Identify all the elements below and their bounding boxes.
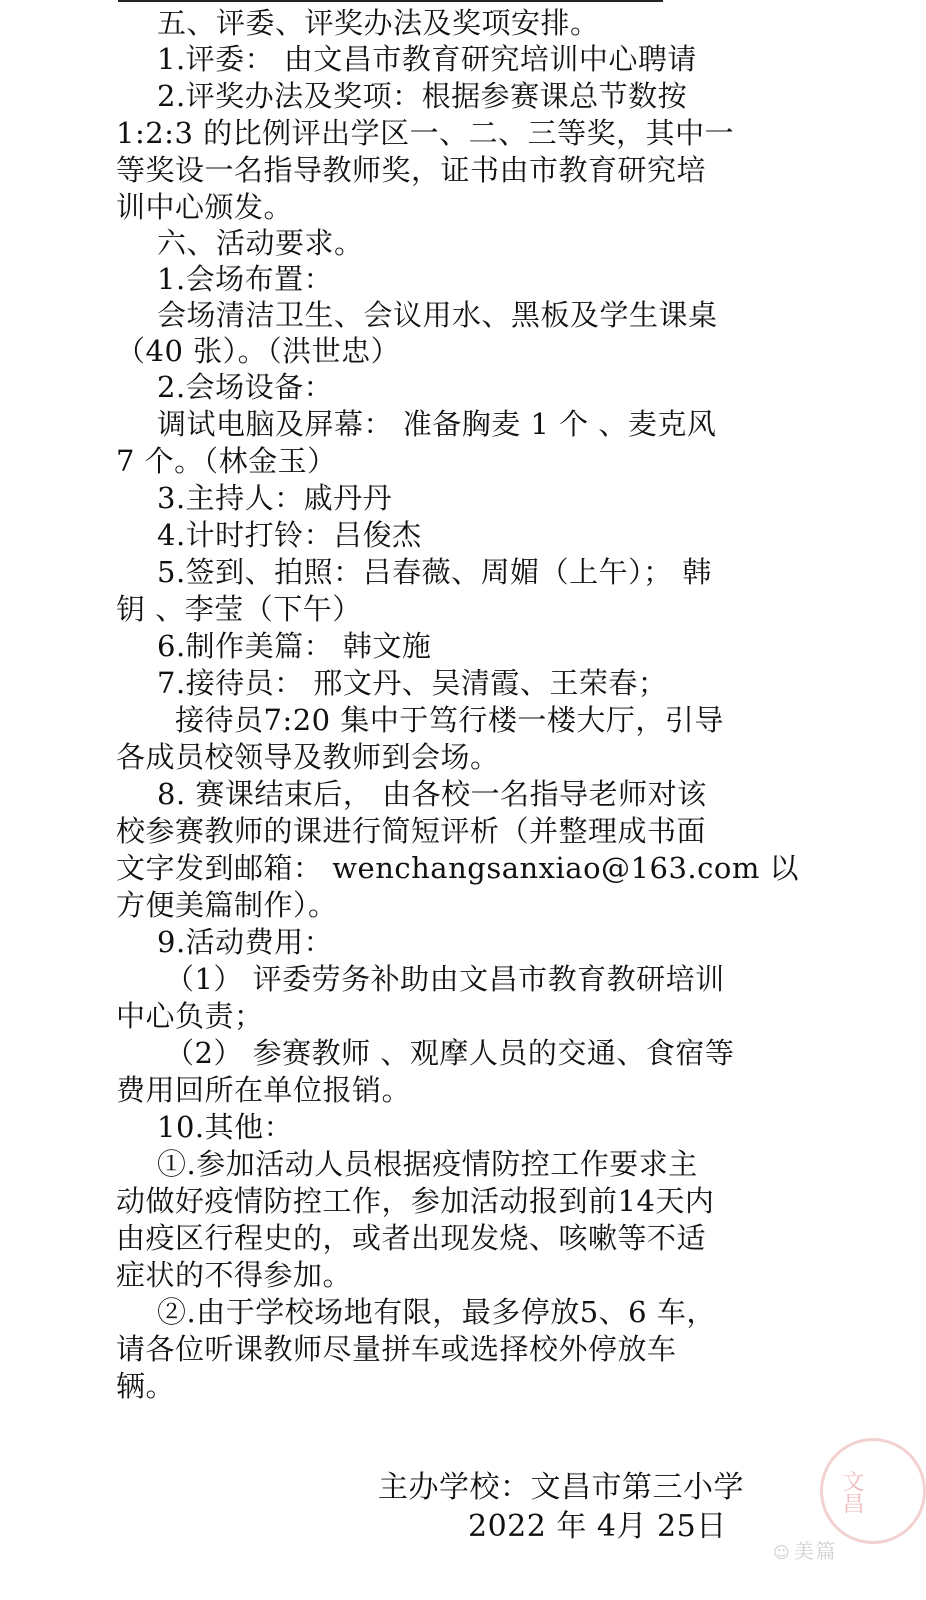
text-line: 各成员校领导及教师到会场。	[116, 740, 500, 774]
section-heading-5: 五、评委、评奖办法及奖项安排。	[157, 6, 600, 40]
text-line: 动做好疫情防控工作，参加活动报到前14天内	[116, 1184, 715, 1218]
top-rule	[118, 0, 663, 2]
text-line: 5.签到、拍照：吕春薇、周媚（上午）； 韩	[157, 555, 712, 589]
text-line: 钥 、李莹（下午）	[116, 592, 362, 626]
text-line: 校参赛教师的课进行简短评析（并整理成书面	[116, 814, 707, 848]
text-line: 3.主持人：戚丹丹	[157, 481, 393, 515]
text-line: 辆。	[116, 1369, 176, 1403]
text-line: 9.活动费用：	[157, 925, 334, 959]
watermark-text: 美篇	[793, 1539, 838, 1563]
signature-date: 2022 年 4月 25日	[468, 1509, 727, 1544]
text-line: 2.会场设备：	[157, 370, 334, 404]
text-line: 会场清洁卫生、会议用水、黑板及学生课桌	[157, 298, 718, 332]
text-line: 8. 赛课结束后， 由各校一名指导老师对该	[157, 777, 707, 811]
text-line: 训中心颁发。	[116, 190, 294, 224]
text-line: 7.接待员： 邢文丹、吴清霞、王荣春；	[157, 666, 668, 700]
text-line: 7 个。（林金玉）	[116, 444, 337, 478]
text-line: 4.计时打铃：吕俊杰	[157, 518, 422, 552]
seal-text: 文昌	[839, 1470, 864, 1514]
text-line: 10.其他：	[157, 1110, 294, 1144]
text-line: 1.会场布置：	[157, 262, 334, 296]
meipian-watermark	[773, 1535, 838, 1564]
text-line: （40 张）。（洪世忠）	[116, 334, 401, 368]
text-line: 方便美篇制作）。	[116, 888, 338, 922]
email-line: 文字发到邮箱： wenchangsanxiao@163.com 以	[116, 851, 800, 885]
text-line: 等奖设一名指导教师奖，证书由市教育研究培	[116, 153, 707, 187]
text-line: 1:2:3 的比例评出学区一、二、三等奖，其中一	[116, 116, 735, 150]
text-line: ②.由于学校场地有限，最多停放5、6 车，	[157, 1295, 716, 1329]
text-line: （2） 参赛教师 、观摩人员的交通、食宿等	[165, 1036, 735, 1070]
meipian-logo-icon: ☺	[773, 1543, 792, 1562]
text-line: （1） 评委劳务补助由文昌市教育教研培训	[165, 962, 725, 996]
text-line: 调试电脑及屏幕： 准备胸麦 1 个 、麦克风	[157, 407, 717, 441]
text-line: 费用回所在单位报销。	[116, 1073, 412, 1107]
organizer-signature: 主办学校：文昌市第三小学	[378, 1470, 744, 1505]
text-line: 2.评奖办法及奖项：根据参赛课总节数按	[157, 79, 688, 113]
text-line: 接待员7:20 集中于笃行楼一楼大厅，引导	[175, 703, 724, 737]
text-line: 中心负责；	[116, 999, 264, 1033]
text-line: 6.制作美篇： 韩文施	[157, 629, 432, 663]
text-line: 由疫区行程史的，或者出现发烧、咳嗽等不适	[116, 1221, 707, 1255]
text-line: 症状的不得参加。	[116, 1258, 353, 1292]
section-heading-6: 六、活动要求。	[157, 226, 364, 260]
text-line: 请各位听课教师尽量拼车或选择校外停放车	[116, 1332, 677, 1366]
text-line: 1.评委： 由文昌市教育研究培训中心聘请	[157, 42, 697, 76]
text-line: ①.参加活动人员根据疫情防控工作要求主	[157, 1147, 698, 1181]
